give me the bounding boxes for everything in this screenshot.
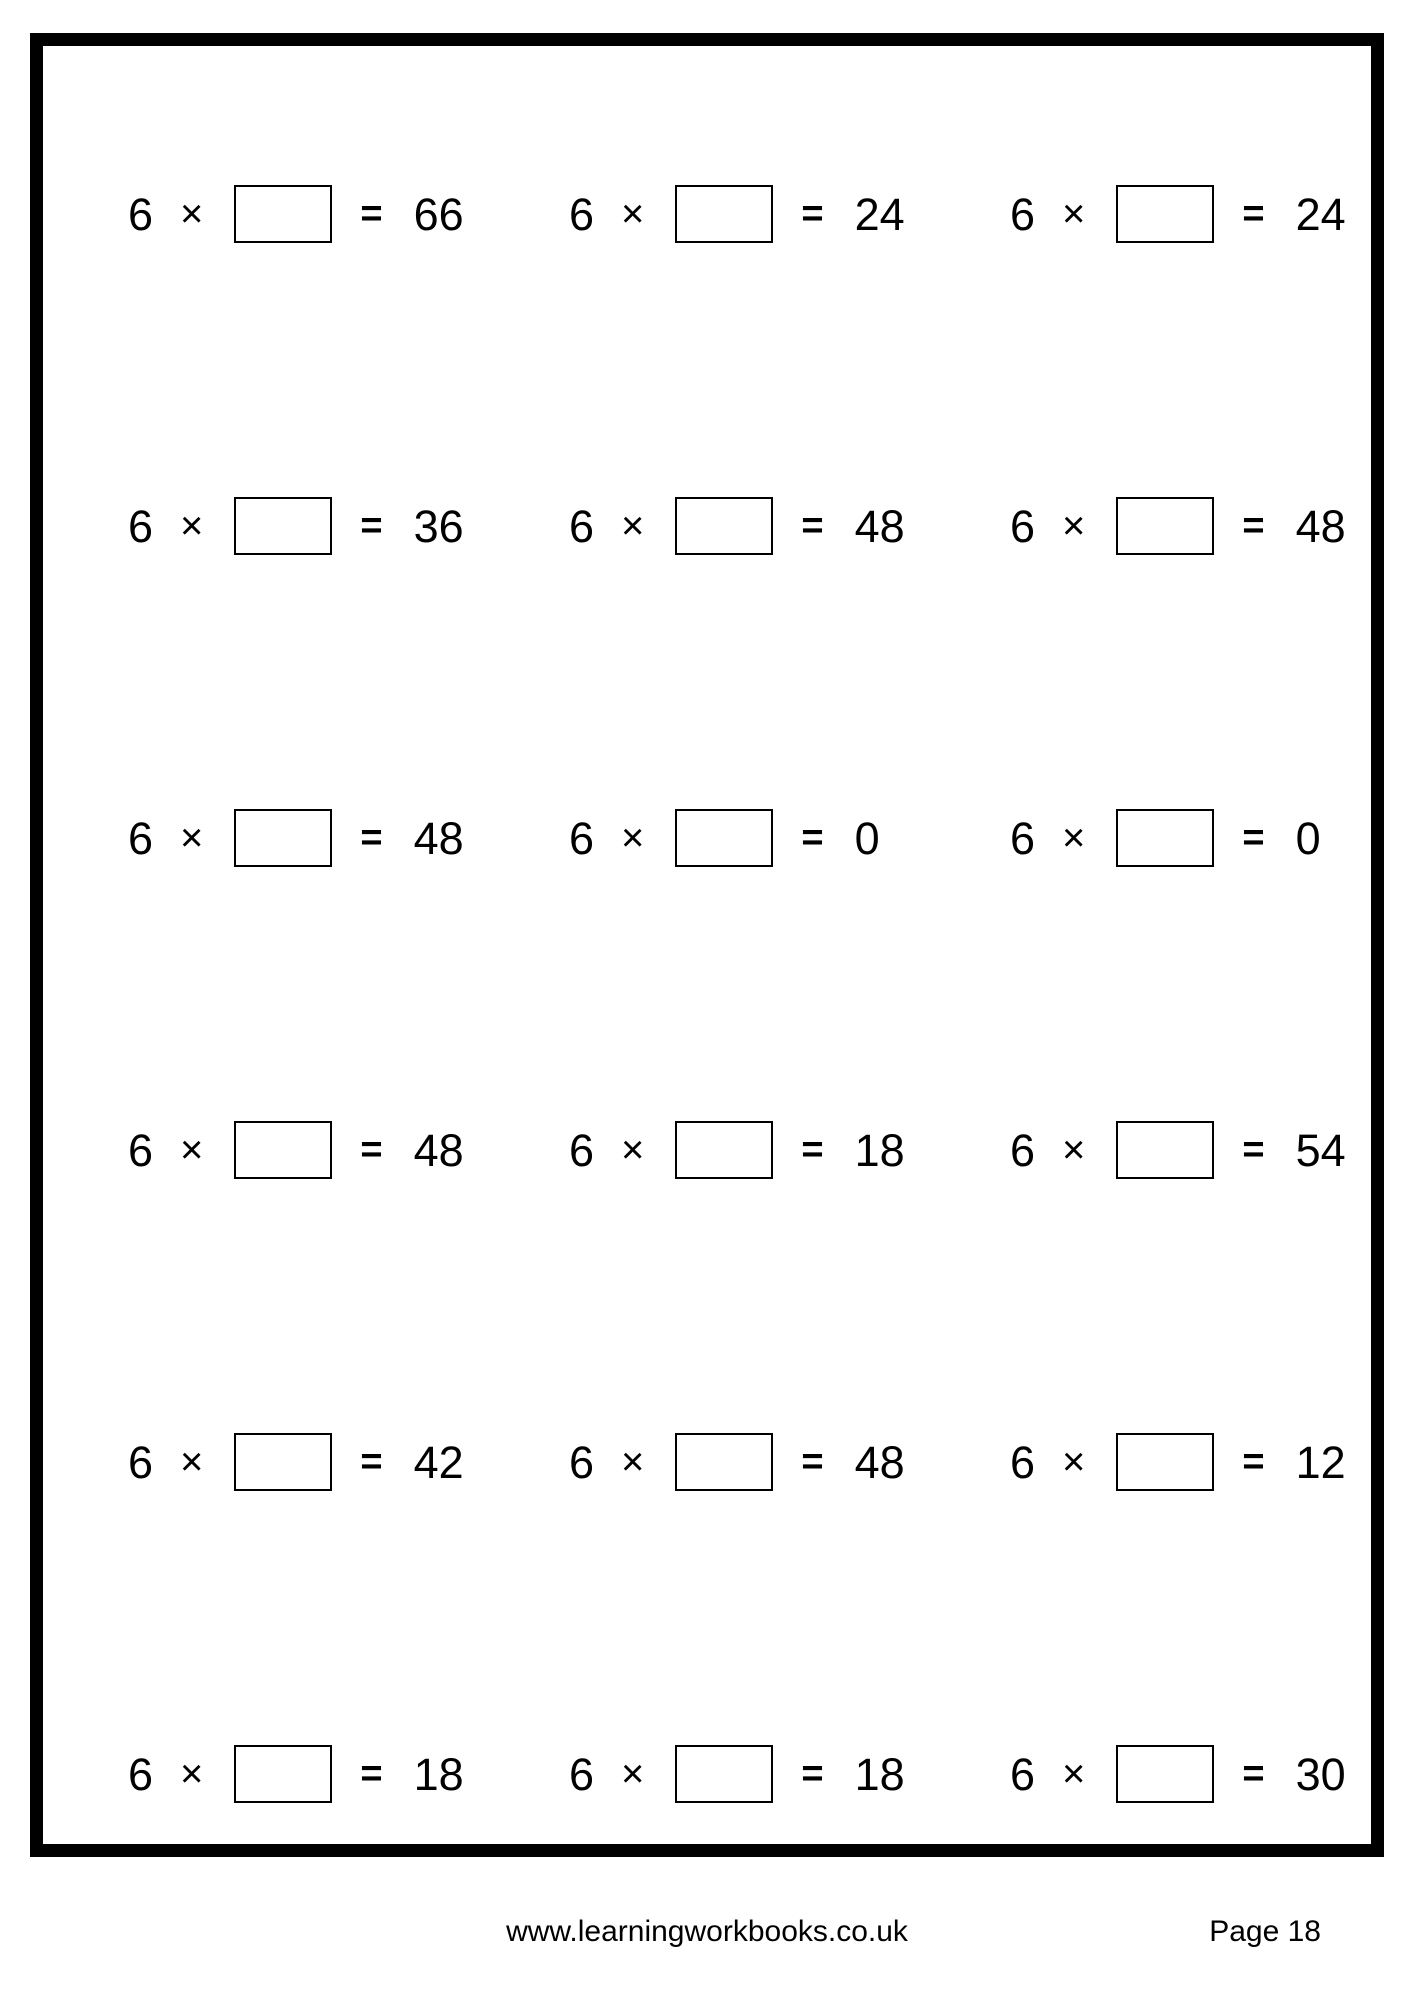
product-number: 36 [413, 500, 464, 552]
problem [569, 1618, 1010, 1930]
factor-number: 6 [1010, 812, 1036, 864]
multiplication-sign: × [621, 504, 645, 548]
equals-sign: = [1242, 1753, 1265, 1795]
problem [1010, 994, 1414, 1306]
problem [128, 58, 569, 370]
equals-sign: = [360, 193, 383, 235]
product-number: 18 [854, 1748, 905, 1800]
answer-box[interactable] [234, 1433, 332, 1491]
product-number: 0 [854, 812, 880, 864]
multiplication-sign: × [1062, 816, 1086, 860]
equals-sign: = [1242, 505, 1265, 547]
product-number: 48 [413, 1124, 464, 1176]
multiplication-sign: × [180, 816, 204, 860]
equals-sign: = [1242, 1129, 1265, 1171]
problem [569, 1306, 1010, 1618]
factor-number: 6 [569, 812, 595, 864]
factor-number: 6 [128, 500, 154, 552]
factor-number: 6 [569, 188, 595, 240]
multiplication-sign: × [621, 1752, 645, 1796]
product-number: 18 [854, 1124, 905, 1176]
product-number: 54 [1295, 1124, 1346, 1176]
equals-sign: = [801, 505, 824, 547]
answer-box[interactable] [1116, 1433, 1214, 1491]
factor-number: 6 [569, 1436, 595, 1488]
equals-sign: = [801, 817, 824, 859]
equals-sign: = [1242, 817, 1265, 859]
problem [128, 370, 569, 682]
factor-number: 6 [128, 188, 154, 240]
multiplication-sign: × [180, 1752, 204, 1796]
answer-box[interactable] [1116, 809, 1214, 867]
footer-page-number: Page 18 [1209, 1915, 1321, 1948]
factor-number: 6 [128, 1748, 154, 1800]
equals-sign: = [360, 505, 383, 547]
answer-box[interactable] [675, 185, 773, 243]
answer-box[interactable] [675, 809, 773, 867]
multiplication-sign: × [1062, 1440, 1086, 1484]
product-number: 48 [854, 1436, 905, 1488]
factor-number: 6 [569, 1124, 595, 1176]
problem [128, 994, 569, 1306]
factor-number: 6 [128, 1436, 154, 1488]
equals-sign: = [801, 1753, 824, 1795]
multiplication-sign: × [180, 192, 204, 236]
answer-box[interactable] [1116, 1745, 1214, 1803]
problem [1010, 1618, 1414, 1930]
product-number: 18 [413, 1748, 464, 1800]
multiplication-sign: × [1062, 504, 1086, 548]
product-number: 12 [1295, 1436, 1346, 1488]
product-number: 66 [413, 188, 464, 240]
product-number: 42 [413, 1436, 464, 1488]
factor-number: 6 [1010, 188, 1036, 240]
factor-number: 6 [1010, 1436, 1036, 1488]
answer-box[interactable] [234, 185, 332, 243]
equals-sign: = [360, 1441, 383, 1483]
problem [1010, 370, 1414, 682]
problem [569, 58, 1010, 370]
factor-number: 6 [128, 812, 154, 864]
multiplication-sign: × [621, 1440, 645, 1484]
problem [569, 994, 1010, 1306]
multiplication-sign: × [180, 1128, 204, 1172]
product-number: 24 [854, 188, 905, 240]
footer-website-url: www.learningworkbooks.co.uk [506, 1915, 908, 1948]
answer-box[interactable] [675, 1745, 773, 1803]
factor-number: 6 [1010, 1124, 1036, 1176]
problem [1010, 682, 1414, 994]
answer-box[interactable] [675, 1433, 773, 1491]
multiplication-sign: × [621, 816, 645, 860]
product-number: 30 [1295, 1748, 1346, 1800]
multiplication-sign: × [180, 504, 204, 548]
answer-box[interactable] [675, 1121, 773, 1179]
equals-sign: = [801, 1441, 824, 1483]
problem [1010, 58, 1414, 370]
factor-number: 6 [1010, 500, 1036, 552]
multiplication-sign: × [621, 1128, 645, 1172]
problem [128, 1618, 569, 1930]
product-number: 48 [413, 812, 464, 864]
equals-sign: = [1242, 193, 1265, 235]
answer-box[interactable] [234, 1745, 332, 1803]
equals-sign: = [360, 817, 383, 859]
problem [569, 370, 1010, 682]
multiplication-sign: × [1062, 1752, 1086, 1796]
answer-box[interactable] [675, 497, 773, 555]
problem [1010, 1306, 1414, 1618]
multiplication-sign: × [621, 192, 645, 236]
factor-number: 6 [128, 1124, 154, 1176]
answer-box[interactable] [1116, 185, 1214, 243]
multiplication-sign: × [1062, 192, 1086, 236]
worksheet-border-frame [30, 33, 1384, 1857]
product-number: 0 [1295, 812, 1321, 864]
factor-number: 6 [569, 1748, 595, 1800]
problem [128, 682, 569, 994]
answer-box[interactable] [234, 1121, 332, 1179]
answer-box[interactable] [234, 809, 332, 867]
product-number: 48 [854, 500, 905, 552]
problems-grid [128, 58, 1414, 1930]
equals-sign: = [1242, 1441, 1265, 1483]
multiplication-sign: × [1062, 1128, 1086, 1172]
answer-box[interactable] [1116, 1121, 1214, 1179]
multiplication-sign: × [180, 1440, 204, 1484]
problem [128, 1306, 569, 1618]
answer-box[interactable] [234, 497, 332, 555]
problem [569, 682, 1010, 994]
equals-sign: = [360, 1129, 383, 1171]
answer-box[interactable] [1116, 497, 1214, 555]
factor-number: 6 [569, 500, 595, 552]
equals-sign: = [801, 1129, 824, 1171]
equals-sign: = [360, 1753, 383, 1795]
factor-number: 6 [1010, 1748, 1036, 1800]
equals-sign: = [801, 193, 824, 235]
product-number: 48 [1295, 500, 1346, 552]
product-number: 24 [1295, 188, 1346, 240]
